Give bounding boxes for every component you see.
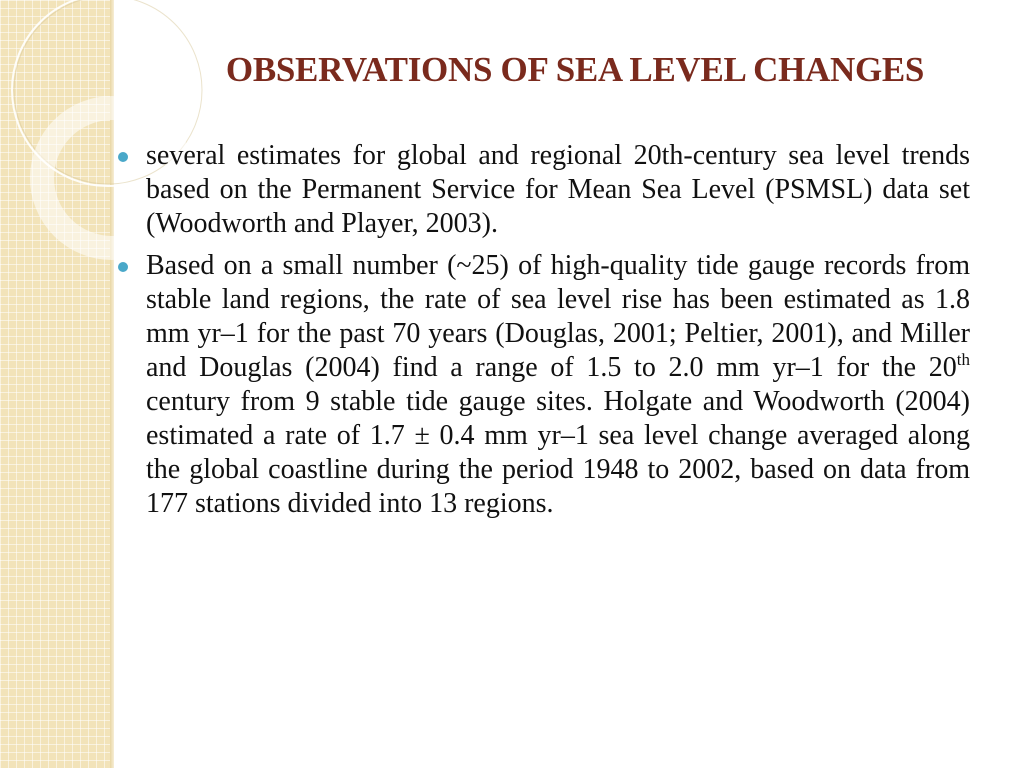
bullet-text-part-a: Based on a small number (~25) of high-quality tide gauge records from stable land regions, the rate of sea level rise has been estimated as 1.8 mm yr–1 for the past 70 years (Douglas, 2001; Peltier, 2001), and Miller and Douglas (2004) find a range of 1.5 to 2.0 mm yr–1 for the 20 <box>146 250 970 383</box>
bullet-list <box>146 139 970 529</box>
bullet-icon <box>118 152 128 162</box>
bullet-text: several estimates for global and regional 20th-century sea level trends based on the Permanent Service for Mean Sea Level (PSMSL) data set (Woodworth and Player, 2003). <box>146 140 970 239</box>
decorative-rings <box>0 0 160 320</box>
bullet-text-part-b: century from 9 stable tide gauge sites. Holgate and Woodworth (2004) estimated a rate of 1.7 ± 0.4 mm yr–1 sea level change averaged along the global coastline during the period 1948 to 2002, based on data from 177 stations divided into 13 regions. <box>146 386 970 519</box>
slide-title: OBSERVATIONS OF SEA LEVEL CHANGES <box>225 50 925 89</box>
bullet-item <box>146 139 970 241</box>
bullet-item <box>146 249 970 521</box>
ordinal-superscript: th <box>956 350 970 369</box>
bullet-icon <box>118 262 128 272</box>
